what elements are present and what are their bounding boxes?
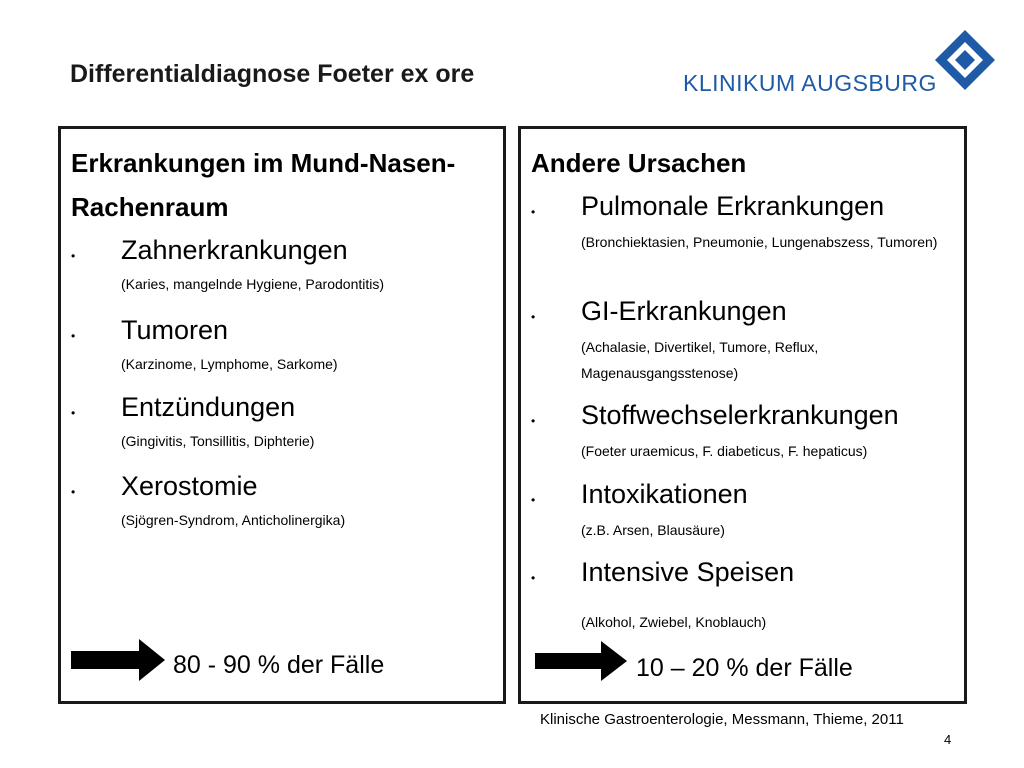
bullet-icon: • xyxy=(71,406,76,420)
oral-causes-box xyxy=(58,126,506,704)
bullet-icon: • xyxy=(531,571,536,585)
share-percentage: 80 - 90 % der Fälle xyxy=(173,651,385,679)
bullet-icon: • xyxy=(531,493,536,507)
item-detail: (Karies, mangelnde Hygiene, Parodontitis) xyxy=(121,276,385,292)
other-causes-heading: Andere Ursachen xyxy=(531,148,747,178)
bullet-icon: • xyxy=(71,485,76,499)
arrow-right-icon xyxy=(71,639,165,681)
item-title: Entzündungen xyxy=(121,392,296,422)
item-detail: (Gingivitis, Tonsillitis, Diphterie) xyxy=(121,433,315,449)
share-percentage: 10 – 20 % der Fälle xyxy=(636,654,853,682)
item-detail: (Foeter uraemicus, F. diabeticus, F. hepaticus) xyxy=(581,443,868,459)
arrow-right-icon xyxy=(535,641,627,681)
item-detail: (Achalasie, Divertikel, Tumore, Reflux, Magenausgangsstenose) xyxy=(581,339,819,381)
bullet-icon: • xyxy=(531,205,536,219)
item-title: Zahnerkrankungen xyxy=(121,235,348,265)
logo-text: KLINIKUM AUGSBURG xyxy=(683,70,937,96)
item-title: Intoxikationen xyxy=(581,479,748,509)
item-title: GI-Erkrankungen xyxy=(581,296,787,326)
item-detail: (Alkohol, Zwiebel, Knoblauch) xyxy=(581,614,767,630)
item-detail: (Karzinome, Lymphome, Sarkome) xyxy=(121,356,338,372)
bullet-icon: • xyxy=(531,310,536,324)
slide-title: Differentialdiagnose Foeter ex ore xyxy=(70,60,475,88)
item-title: Pulmonale Erkrankungen xyxy=(581,191,885,221)
oral-causes-heading-line1: Erkrankungen im Mund-Nasen- xyxy=(71,148,456,178)
oral-causes-heading-line2: Rachenraum xyxy=(71,192,229,222)
klinikum-logo-icon xyxy=(933,28,997,92)
item-title: Tumoren xyxy=(121,315,229,345)
bullet-icon: • xyxy=(531,414,536,428)
item-detail: (z.B. Arsen, Blausäure) xyxy=(581,522,725,538)
item-title: Intensive Speisen xyxy=(581,557,795,587)
item-title: Xerostomie xyxy=(121,471,258,501)
item-detail: (Sjögren-Syndrom, Anticholinergika) xyxy=(121,512,346,528)
bullet-icon: • xyxy=(71,249,76,263)
item-title: Stoffwechselerkrankungen xyxy=(581,400,899,430)
oral-causes-heading xyxy=(71,141,501,229)
source-citation: Klinische Gastroenterologie, Messmann, Thieme, 2011 xyxy=(540,711,904,728)
bullet-icon: • xyxy=(71,329,76,343)
page-number: 4 xyxy=(944,732,952,747)
other-causes-box xyxy=(518,126,967,704)
item-detail: (Bronchiektasien, Pneumonie, Lungenabszess, Tumoren) xyxy=(581,234,938,250)
